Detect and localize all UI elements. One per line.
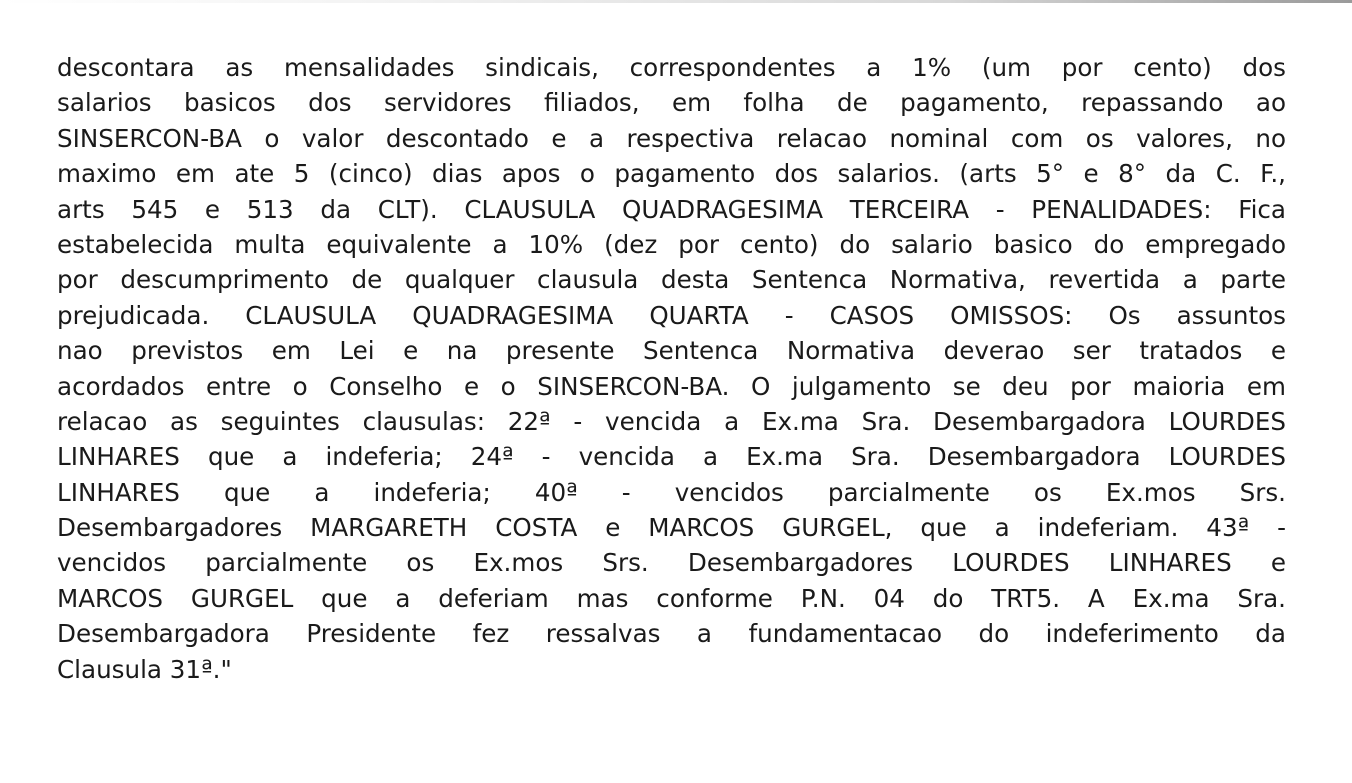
text-line-5: arts 545 e 513 da CLT). CLAUSULA QUADRAGESIMA TERCEIRA - PENALIDADES: Fica [57,194,1286,224]
text-line-11: relacao as seguintes clausulas: 22ª - vencida a Ex.ma Sra. Desembargadora LOURDES [57,406,1286,436]
text-line-3: SINSERCON-BA o valor descontado e a respectiva relacao nominal com os valores, no [57,123,1286,153]
text-line-7: por descumprimento de qualquer clausula desta Sentenca Normativa, revertida a parte [57,265,1286,295]
document-text [57,50,1286,687]
text-line-13: LINHARES que a indeferia; 40ª - vencidos parcialmente os Ex.mos Srs. [57,477,1286,507]
text-line-14: Desembargadores MARGARETH COSTA e MARCOS GURGEL, que a indeferiam. 43ª - [57,513,1286,543]
text-line-15: vencidos parcialmente os Ex.mos Srs. Desembargadores LOURDES LINHARES e [57,548,1286,578]
text-line-6: estabelecida multa equivalente a 10% (dez por cento) do salario basico do empregado [57,229,1286,259]
text-line-12: LINHARES que a indeferia; 24ª - vencida a Ex.ma Sra. Desembargadora LOURDES [57,442,1286,472]
text-line-18: Clausula 31ª." [57,654,232,684]
text-line-8: prejudicada. CLAUSULA QUADRAGESIMA QUARTA - CASOS OMISSOS: Os assuntos [57,300,1286,330]
text-line-17: Desembargadora Presidente fez ressalvas a fundamentacao do indeferimento da [57,619,1286,649]
text-line-10: acordados entre o Conselho e o SINSERCON-BA. O julgamento se deu por maioria em [57,371,1286,401]
text-line-16: MARCOS GURGEL que a deferiam mas conforme P.N. 04 do TRT5. A Ex.ma Sra. [57,583,1286,613]
text-line-2: salarios basicos dos servidores filiados, em folha de pagamento, repassando ao [57,88,1286,118]
text-line-4: maximo em ate 5 (cinco) dias apos o pagamento dos salarios. (arts 5° e 8° da C. F., [57,159,1286,189]
scan-top-border [0,0,1352,3]
text-line-9: nao previstos em Lei e na presente Sentenca Normativa deverao ser tratados e [57,336,1286,366]
text-line-1: descontara as mensalidades sindicais, correspondentes a 1% (um por cento) dos [57,53,1286,82]
